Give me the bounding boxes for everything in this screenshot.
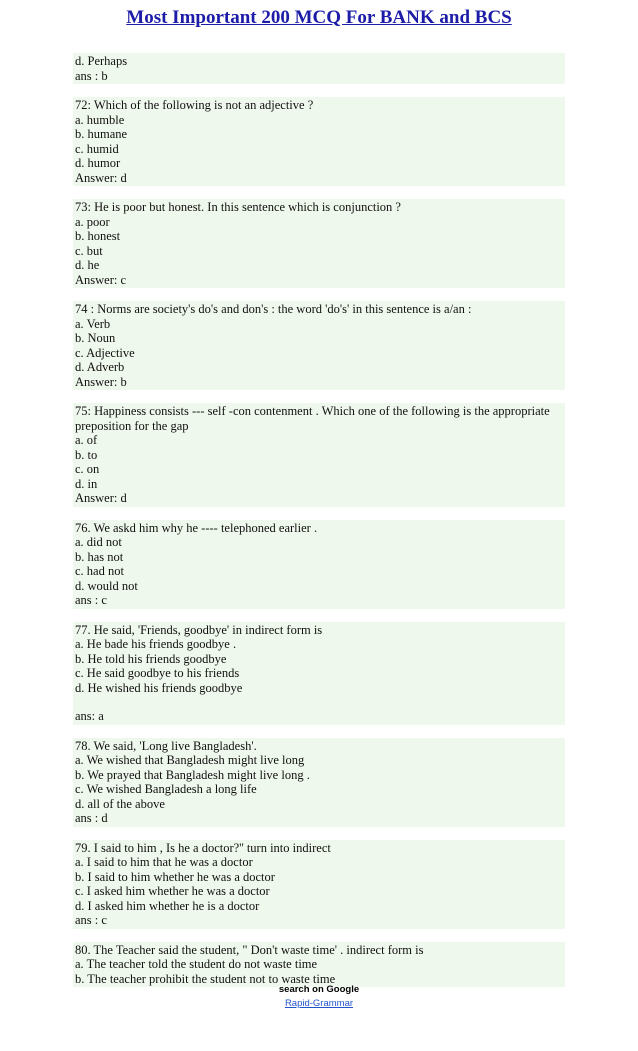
question-line: c. He said goodbye to his friends (75, 666, 240, 680)
question-line: d. all of the above (75, 796, 165, 811)
question-line: d. in (75, 476, 98, 491)
question-line: a. He bade his friends goodbye . (75, 637, 237, 651)
question-text: 75: Happiness consists --- self -con contenment . Which one of the following is the appropriate preposition for the gap (75, 404, 550, 433)
footer-link[interactable]: Rapid-Grammar (284, 998, 354, 1009)
question-block (73, 301, 565, 390)
question-text: 73: He is poor but honest. In this sentence which is conjunction ? (75, 200, 401, 214)
question-text: 78. We said, 'Long live Bangladesh'. (75, 738, 257, 753)
question-line: a. I said to him that he was a doctor (75, 855, 253, 869)
question-text: 72: Which of the following is not an adjective ? (75, 98, 314, 112)
question-block (73, 53, 565, 84)
question-line: c. humid (75, 141, 119, 156)
question-line: ans : d (75, 811, 108, 825)
question-block (73, 520, 565, 609)
question-line: Answer: b (75, 374, 127, 389)
footer (0, 983, 638, 1011)
blank-line (75, 695, 565, 709)
question-line: Answer: d (75, 170, 127, 185)
question-line: c. but (75, 243, 103, 258)
question-line: a. of (75, 433, 98, 447)
question-line: b. humane (75, 127, 128, 141)
question-line: d. I asked him whether he is a doctor (75, 898, 260, 913)
question-line: b. He told his friends goodbye (75, 651, 227, 666)
question-line: b. We prayed that Bangladesh might live long . (75, 767, 310, 782)
question-line: b. I said to him whether he was a doctor (75, 869, 275, 884)
question-text: 76. We askd him why he ---- telephoned earlier . (75, 520, 318, 535)
question-line: c. We wished Bangladesh a long life (75, 782, 257, 796)
question-line: ans : c (75, 593, 107, 607)
question-text: 74 : Norms are society's do's and don's : the word 'do's' in this sentence is a/an : (75, 302, 472, 316)
question-block (73, 840, 565, 929)
question-line: d. He wished his friends goodbye (75, 680, 243, 695)
question-line: c. I asked him whether he was a doctor (75, 884, 270, 898)
question-line: b. to (75, 447, 98, 462)
question-line: a. did not (75, 535, 122, 549)
page-title: Most Important 200 MCQ For BANK and BCS (126, 7, 512, 28)
question-text: 79. I said to him , Is he a doctor?'' turn into indirect (75, 840, 331, 855)
question-line: d. Adverb (75, 360, 125, 374)
question-line: Answer: c (75, 272, 127, 287)
question-line: ans: a (75, 709, 104, 723)
question-line: d. humor (75, 156, 121, 170)
question-line: d. would not (75, 578, 138, 593)
question-block (73, 942, 565, 988)
question-block (73, 97, 565, 186)
question-line: a. Verb (75, 316, 111, 331)
question-line: c. on (75, 462, 100, 476)
question-line: d. Perhaps (75, 54, 128, 68)
question-block (73, 403, 565, 507)
footer-search-text: search on Google (278, 984, 360, 995)
question-line: d. he (75, 258, 100, 272)
question-line: ans : c (75, 913, 107, 927)
question-block (73, 199, 565, 288)
question-text: 77. He said, 'Friends, goodbye' in indirect form is (75, 622, 323, 637)
question-text: 80. The Teacher said the student, " Don't waste time' . indirect form is (75, 942, 424, 957)
question-line: a. We wished that Bangladesh might live long (75, 753, 305, 767)
question-block (73, 622, 565, 725)
question-line: ans : b (75, 68, 108, 83)
question-line: a. poor (75, 214, 110, 229)
question-line: c. had not (75, 564, 124, 578)
question-line: b. The teacher prohibit the student not to waste time (75, 971, 336, 986)
question-block (73, 738, 565, 827)
question-line: Answer: d (75, 491, 127, 505)
question-line: c. Adjective (75, 345, 135, 360)
question-line: b. has not (75, 549, 124, 564)
question-line: b. Noun (75, 331, 116, 345)
question-line: a. humble (75, 112, 125, 127)
question-list (73, 53, 565, 1000)
question-line: a. The teacher told the student do not waste time (75, 957, 318, 971)
question-line: b. honest (75, 229, 121, 243)
